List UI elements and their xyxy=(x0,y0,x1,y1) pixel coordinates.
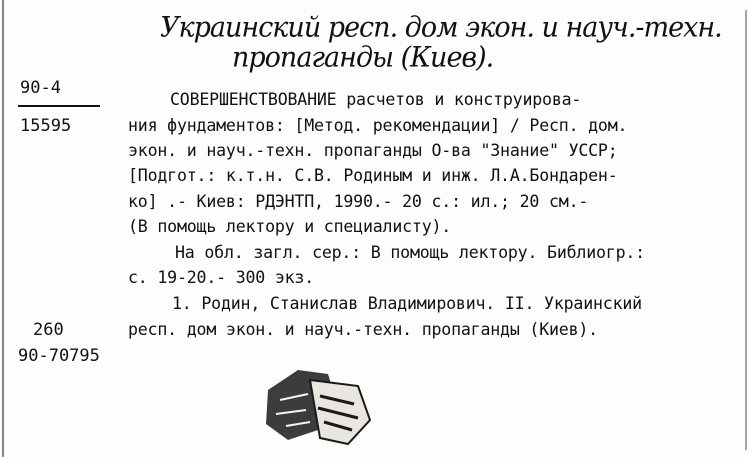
copies-code: 260 xyxy=(33,320,64,340)
body-line: На обл. загл. сер.: В помощь лектору. Библиогр.: xyxy=(175,243,645,262)
body-line: (В помощь лектору и специалисту). xyxy=(128,217,452,236)
body-line: респ. дом экон. и науч.-техн. пропаганды (Киев). xyxy=(128,320,598,339)
classification-number: 15595 xyxy=(20,116,72,136)
body-line: 1. Родин, Станислав Владимирович. II. Украинский xyxy=(172,294,642,313)
body-line: ко] .- Киев: РДЭНТП, 1990.- 20 с.: ил.; 20 см.- xyxy=(128,192,589,211)
handwritten-heading-line2: пропаганды (Киев). xyxy=(232,41,494,74)
library-stamp-mark xyxy=(258,360,378,446)
body-line: экон. и науч.-техн. пропаганды О-ва "Знание" УССР; xyxy=(128,141,618,160)
body-line: ния фундаментов: [Метод. рекомендации] / Респ. дом. xyxy=(128,116,628,135)
body-line: [Подгот.: к.т.н. С.В. Родиным и инж. Л.А.Бондарен- xyxy=(128,166,618,185)
body-line: с. 19-20.- 300 экз. xyxy=(128,268,315,287)
card-left-edge xyxy=(2,0,4,457)
card-right-edge xyxy=(745,10,747,450)
body-line: СОВЕРШЕНСТВОВАНИЕ расчетов и конструирова- xyxy=(170,90,582,109)
record-number: 90-70795 xyxy=(18,346,100,366)
classification-divider xyxy=(18,105,100,107)
handwritten-heading-line1: Украинский респ. дом экон. и науч.-техн. xyxy=(160,11,722,44)
classification-index: 90-4 xyxy=(20,78,61,98)
